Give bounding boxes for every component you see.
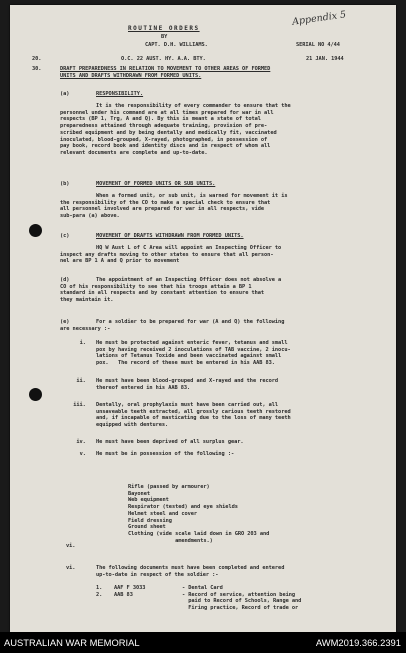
equipment-item: Field dressing	[128, 517, 172, 524]
equipment-item: Web equipment	[128, 497, 169, 504]
para-c-label: (c)	[60, 233, 70, 239]
serial-number: SERIAL NO 4/44	[296, 42, 340, 48]
sub-item-line: He must be in possession of the following :-	[96, 451, 235, 457]
punch-hole	[29, 224, 42, 237]
para-a-line: relevant documents are complete and up-to-date.	[60, 149, 208, 156]
para-d-line: they maintain it.	[60, 297, 114, 304]
unit-name: O.C. 22 AUST. HY. A.A. BTY.	[121, 56, 206, 62]
para-d-line: CO of his responsibility to see that his troops attain a BP 1	[60, 283, 252, 290]
item-title-cont: UNITS AND DRAFTS WITHDRAWN FROM FORMED UNITS.	[60, 73, 202, 79]
para-a-line: It is the responsibility of every commander to ensure that the	[96, 103, 291, 109]
equipment-item: Clothing (vide scale laid down in GRO 203 and	[128, 530, 270, 537]
para-a-line: respects (BP 1, Trg, A and Q). By this is meant a state of total	[60, 116, 261, 123]
document-desc: - Record of service, attention being	[182, 591, 296, 598]
para-e-line: For a soldier to be prepared for war (A and Q) the following	[96, 319, 285, 325]
document-form: AAF F 3033	[114, 585, 146, 591]
para-a-line: preparedness attained through adequate training, provision of pre-	[60, 123, 268, 130]
sub-item-line: and, if incapable of masticating due to the loss of many teeth	[96, 415, 291, 422]
sub-item-number: vi.	[66, 565, 76, 571]
document-form: AAB 83	[114, 591, 133, 598]
sub-item-line: equipped with dentures.	[96, 422, 169, 429]
orders-title: ROUTINE ORDERS	[128, 25, 200, 32]
para-a-line: scribed equipment and by being dentally and medically fit, vaccinated	[60, 129, 277, 136]
handwritten-annotation: Appendix 5	[291, 9, 347, 28]
document-desc: - Dental Card	[182, 585, 223, 591]
sub-item-line: up-to-date in respect of the soldier :-	[96, 571, 219, 578]
para-e-line: are necessary :-	[60, 325, 111, 332]
para-b-label: (b)	[60, 181, 70, 187]
orders-by: BY	[161, 34, 168, 40]
equipment-item: Helmet steel and cover	[128, 510, 198, 517]
para-b-line: When a formed unit, or sub unit, is warned for movement it is	[96, 193, 288, 199]
para-a-line: personnel under his command are at all times prepared for war in all	[60, 109, 274, 116]
para-e-label: (e)	[60, 319, 70, 325]
document-number: 1.	[96, 585, 103, 591]
para-a-heading: RESPONSIBILITY.	[96, 91, 144, 97]
para-a-label: (a)	[60, 91, 70, 97]
equipment-item: Bayonet	[128, 490, 150, 497]
document-page	[10, 5, 396, 632]
para-b-line: the responsibility of the CO to make a special check to ensure that	[60, 199, 271, 206]
equipment-item: amendments.)	[128, 537, 213, 544]
document-desc: paid to Record of Schools, Range and	[182, 598, 302, 605]
unit-number: 20.	[32, 56, 42, 62]
para-b-line: sub-para (a) above.	[60, 213, 120, 220]
footer-institution: AUSTRALIAN WAR MEMORIAL	[4, 637, 140, 648]
para-a-line: pay book, record book and identity discs and in respect of whom all	[60, 143, 271, 150]
order-date: 21 JAN. 1944	[306, 56, 344, 62]
sub-item-line: He must be protected against enteric fever, tetanus and small	[96, 340, 288, 346]
officer-name: CAPT. D.H. WILLIAMS.	[145, 42, 208, 48]
equipment-item: Respirator (tested) and eye shields	[128, 504, 238, 511]
document-desc: Firing practice, Record of trade or	[182, 605, 299, 612]
equipment-item: Rifle (passed by armourer)	[128, 484, 210, 490]
sub-item-line: He must have been deprived of all surplus gear.	[96, 439, 244, 445]
para-b-line: all personnel involved are prepared for war in all respects, vide	[60, 206, 265, 213]
sub-item-number: vi.	[66, 543, 76, 549]
sub-item-number: iii.	[73, 402, 86, 408]
sub-item-number: ii.	[76, 378, 86, 384]
sub-item-line: pox. The record of these must be entered in his AAB 83.	[96, 360, 275, 367]
para-d-line: standard in all respects and by constant attention to ensure that	[60, 290, 265, 297]
sub-item-number: i.	[79, 340, 86, 346]
item-title: DRAFT PREPAREDNESS IN RELATION TO MOVEMENT TO OTHER AREAS OF FORMED	[60, 66, 271, 72]
para-c-line: HQ W Aust L of C Area will appoint an Inspecting Officer to	[96, 245, 282, 251]
para-d-line: The appointment of an Inspecting Officer does not absolve a	[96, 277, 282, 283]
equipment-item: Ground sheet	[128, 524, 166, 531]
sub-item-number: iv.	[76, 439, 86, 445]
item-number: 30.	[32, 66, 42, 72]
punch-hole	[29, 388, 42, 401]
sub-item-line: thereof entered in his AAB 83.	[96, 384, 191, 391]
para-a-line: inoculated, blood-grouped, X-rayed, photographed, in possession of	[60, 136, 268, 143]
sub-item-line: pox by having received 2 inoculations of TAB vaccine, 2 inocu-	[96, 346, 291, 353]
sub-item-line: The following documents must have been completed and entered	[96, 565, 285, 571]
para-d-label: (d)	[60, 277, 70, 283]
para-c-line: nel are BP 1 A and Q prior to movement	[60, 258, 180, 265]
para-b-heading: MOVEMENT OF FORMED UNITS OR SUB UNITS.	[96, 181, 216, 187]
para-c-heading: MOVEMENT OF DRAFTS WITHDRAWN FROM FORMED UNITS.	[96, 233, 244, 239]
sub-item-line: lations of Tetanus Toxide and been vaccinated against small	[96, 353, 282, 360]
footer-accession: AWM2019.366.2391	[315, 637, 401, 648]
document-number: 2.	[96, 591, 103, 598]
para-c-line: inspect any drafts moving to other states to ensure that all person-	[60, 251, 274, 258]
footer-bar	[0, 632, 406, 653]
sub-item-number: v.	[79, 451, 86, 457]
sub-item-line: unsaveable teeth extracted, all grossly carious teeth restored	[96, 408, 291, 415]
sub-item-line: Dentally, oral prophylaxis must have been carried out, all	[96, 402, 279, 408]
sub-item-line: He must have been blood-grouped and X-rayed and the record	[96, 378, 279, 384]
